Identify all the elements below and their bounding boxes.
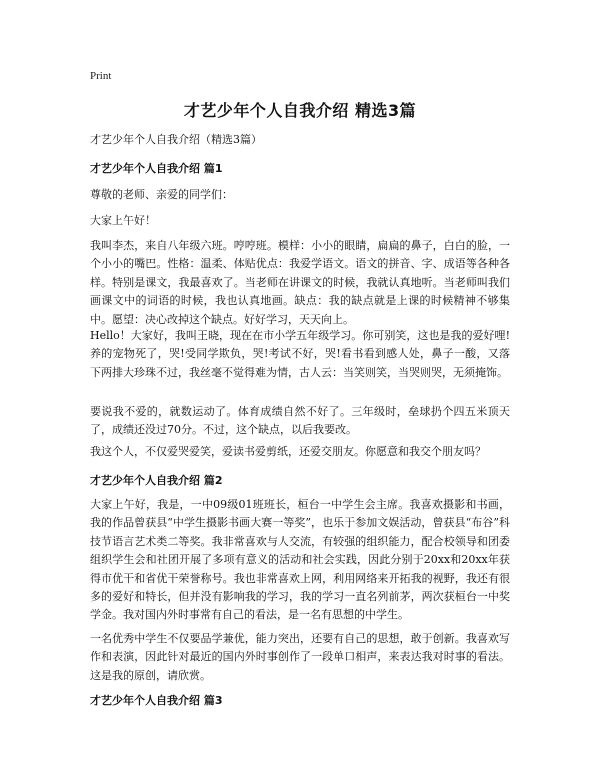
section-heading-3: 才艺少年个人自我介绍 篇3 — [90, 694, 223, 707]
section-heading-1: 才艺少年个人自我介绍 篇1 — [90, 162, 223, 175]
paragraph: 大家上午好！ — [90, 214, 156, 227]
paragraph: 要说我不爱的，就数运动了。体育成绩自然不好了。三年级时，垒球扔个四五米顶天了，成绩还没过70分。不过，这个缺点，以后我要改。 — [90, 405, 510, 437]
paragraph: 大家上午好，我是，一中09级01班班长，桓台一中学生会主席。我喜欢摄影和书画，我的作品曾获县“中学生摄影书画大赛一等奖”，也乐于参加文娱活动，曾获县“布谷”科技节语言艺术类二等奖。我非常喜欢与人交流，有较强的组织能力，配合校领导和团委组织学生会和社团开展了多项有意义的活动和社会实践，因此分别于20xx和20xx年获得市优干和省优干荣誉称号。我也非常喜欢上网，利用网络来开拓我的视野，我还有很多的爱好和特长，但并没有影响我的学习，我的学习一直名列前茅，两次获桓台一中奖学金。我对国内外时事常有自己的看法，是一名有思想的中学生。 — [90, 498, 510, 622]
document-subtitle: 才艺少年个人自我介绍（精选3篇） — [90, 133, 262, 146]
paragraph: 我叫李杰，来自八年级六班。哼哼班。模样：小小的眼睛，扁扁的鼻子，白白的脸，一个小小的嘴巴。性格：温柔、体贴优点：我爱学语文。语文的拼音、字、成语等各种各样。特别是课文，我最喜欢了。当老师在讲课文的时候，我就认真地听。当老师叫我们画课文中的词语的时候，我也认真地画。缺点：我的缺点就是上课的时候精神不够集中。愿望：决心改掉这个缺点。好好学习，天天向上。 — [90, 239, 510, 326]
page-title: 才艺少年个人自我介绍 精选3篇 — [183, 101, 417, 120]
paragraph: 尊敬的老师、亲爱的同学们： — [90, 188, 233, 201]
paragraph: 我这个人，不仅爱哭爱笑，爱读书爱剪纸，还爱交朋友。你愿意和我交个朋友吗？ — [90, 445, 486, 458]
paragraph: 一名优秀中学生不仅要品学兼优，能力突出，还要有自己的思想，敢于创新。我喜欢写作和表演，因此针对最近的国内外时事创作了一段单口相声，来表达我对时事的看法。这是我的原创，请欣赏。 — [90, 632, 510, 682]
paragraph: Hello！大家好，我叫王晓，现在在市小学五年级学习。你可别笑，这也是我的爱好哩!养的宠物死了，哭!受同学欺负，哭!考试不好，哭!看书看到感人处，鼻子一酸，又落下两排大珍珠不过，我丝毫不觉得难为情，古人云：当笑则笑，当哭则哭，无须掩饰。 — [90, 329, 510, 379]
section-heading-2: 才艺少年个人自我介绍 篇2 — [90, 474, 223, 487]
print-label[interactable]: Print — [90, 70, 112, 82]
